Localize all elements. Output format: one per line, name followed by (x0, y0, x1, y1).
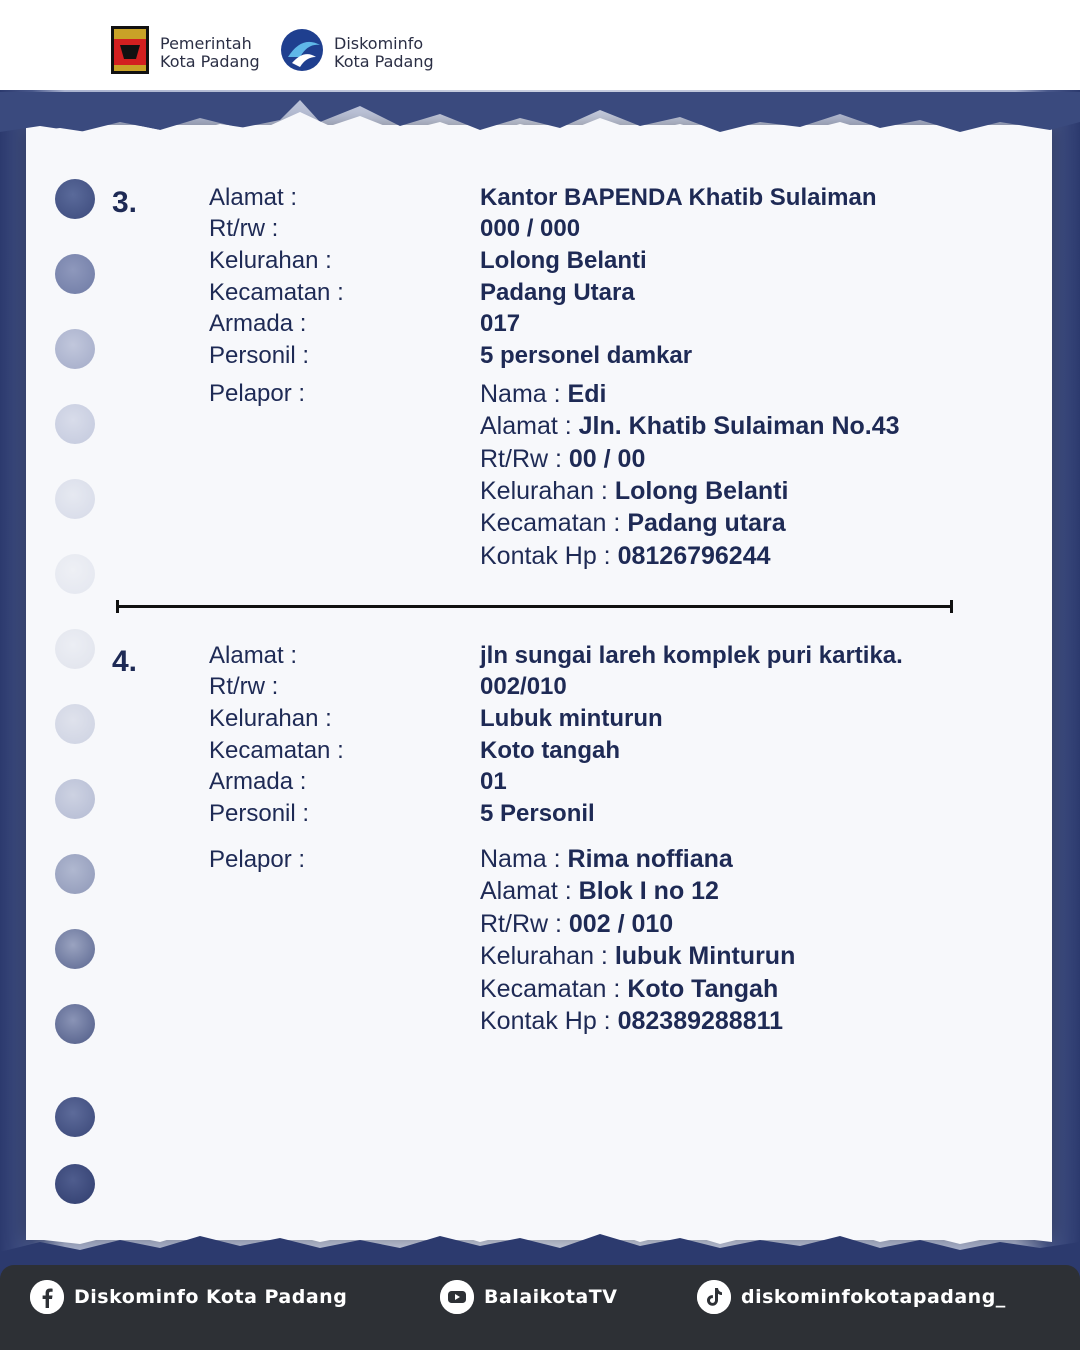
reporter-line (480, 1007, 783, 1036)
binder-hole (55, 179, 95, 219)
logo2-line1: Diskominfo (334, 33, 424, 53)
reporter-field-label: Kecamatan : (480, 975, 628, 1003)
field-label: Kelurahan : (209, 247, 332, 274)
entry-number: 4. (112, 645, 138, 678)
field-value: 017 (480, 310, 521, 337)
field-label: Personil : (209, 342, 310, 369)
reporter-field-value: lubuk Minturun (614, 942, 796, 970)
field-value: Koto tangah (480, 737, 620, 764)
field-label: Rt/rw : (209, 215, 279, 242)
field-value: 5 Personil (480, 800, 595, 827)
field-label: Kelurahan : (209, 705, 332, 732)
field-label: Kecamatan : (209, 279, 344, 306)
reporter-field-label: Kelurahan : (480, 942, 615, 970)
field-value: Lolong Belanti (480, 247, 647, 274)
binder-hole (55, 254, 95, 294)
reporter-field-value: 00 / 00 (568, 445, 646, 473)
binder-hole (55, 854, 95, 894)
field-value: 5 personel damkar (480, 342, 693, 369)
binder-hole (55, 929, 95, 969)
reporter-line (480, 477, 788, 506)
logo2-line2: Kota Padang (334, 51, 434, 71)
binder-hole (55, 704, 95, 744)
reporter-label: Pelapor : (209, 846, 306, 873)
reporter-label: Pelapor : (209, 380, 306, 407)
torn-edge-bottom (0, 1212, 1080, 1272)
reporter-line (480, 910, 673, 939)
youtube-link[interactable] (440, 1280, 617, 1314)
reporter-field-value: 002 / 010 (568, 910, 674, 938)
field-label: Armada : (209, 310, 307, 337)
reporter-field-value: Jln. Khatib Sulaiman No.43 (578, 412, 900, 440)
binder-hole (55, 779, 95, 819)
reporter-line (480, 975, 778, 1004)
pemko-logo (110, 25, 260, 80)
reporter-field-label: Alamat : (480, 412, 579, 440)
field-value: Padang Utara (480, 279, 635, 306)
reporter-field-value: Rima noffiana (567, 845, 733, 873)
reporter-field-value: Padang utara (627, 509, 786, 537)
reporter-field-value: 08126796244 (617, 542, 771, 570)
reporter-line (480, 877, 719, 906)
reporter-field-value: Koto Tangah (627, 975, 779, 1003)
reporter-field-label: Nama : (480, 845, 568, 873)
reporter-field-label: Kontak Hp : (480, 1007, 618, 1035)
reporter-field-value: Blok I no 12 (578, 877, 719, 905)
binder-hole (55, 1004, 95, 1044)
reporter-line (480, 445, 645, 474)
field-value: Kantor BAPENDA Khatib Sulaiman (480, 184, 877, 211)
binder-hole (55, 479, 95, 519)
reporter-field-label: Alamat : (480, 877, 579, 905)
field-value: jln sungai lareh komplek puri kartika. (480, 642, 903, 669)
diskominfo-logo (280, 27, 434, 78)
entry-divider (116, 605, 953, 608)
logo1-line1: Pemerintah (160, 33, 252, 53)
reporter-field-label: Rt/Rw : (480, 910, 569, 938)
reporter-field-label: Kecamatan : (480, 509, 628, 537)
facebook-icon (30, 1280, 64, 1314)
facebook-link[interactable] (30, 1280, 347, 1314)
field-value: 002/010 (480, 673, 567, 700)
kominfo-logo-icon (280, 27, 324, 78)
reporter-line (480, 542, 771, 571)
reporter-line (480, 380, 606, 409)
reporter-line (480, 845, 733, 874)
field-value: 000 / 000 (480, 215, 581, 242)
torn-edge-top (0, 92, 1080, 162)
field-label: Alamat : (209, 642, 298, 669)
binder-hole (55, 629, 95, 669)
reporter-line (480, 412, 900, 441)
reporter-field-label: Kelurahan : (480, 477, 615, 505)
field-label: Alamat : (209, 184, 298, 211)
reporter-field-label: Kontak Hp : (480, 542, 618, 570)
field-label: Personil : (209, 800, 310, 827)
field-label: Kecamatan : (209, 737, 344, 764)
youtube-icon (440, 1280, 474, 1314)
reporter-field-label: Nama : (480, 380, 568, 408)
reporter-field-value: Lolong Belanti (614, 477, 789, 505)
field-label: Rt/rw : (209, 673, 279, 700)
tiktok-link[interactable] (697, 1280, 1006, 1314)
tiktok-name: diskominfokotapadang_ (741, 1286, 1006, 1308)
binder-hole (55, 329, 95, 369)
reporter-line (480, 509, 786, 538)
entry-number: 3. (112, 186, 138, 219)
tiktok-icon (697, 1280, 731, 1314)
field-value: Lubuk minturun (480, 705, 663, 732)
youtube-name: BalaikotaTV (484, 1286, 618, 1308)
padang-city-crest-icon (110, 25, 150, 80)
facebook-name: Diskominfo Kota Padang (74, 1286, 348, 1308)
binder-hole (55, 1097, 95, 1137)
logo1-line2: Kota Padang (160, 51, 260, 71)
binder-hole (55, 554, 95, 594)
field-label: Armada : (209, 768, 307, 795)
reporter-field-value: 082389288811 (617, 1007, 784, 1035)
reporter-field-value: Edi (567, 380, 607, 408)
binder-hole (55, 404, 95, 444)
binder-hole (55, 1164, 95, 1204)
field-value: 01 (480, 768, 507, 795)
reporter-field-label: Rt/Rw : (480, 445, 569, 473)
reporter-line (480, 942, 795, 971)
